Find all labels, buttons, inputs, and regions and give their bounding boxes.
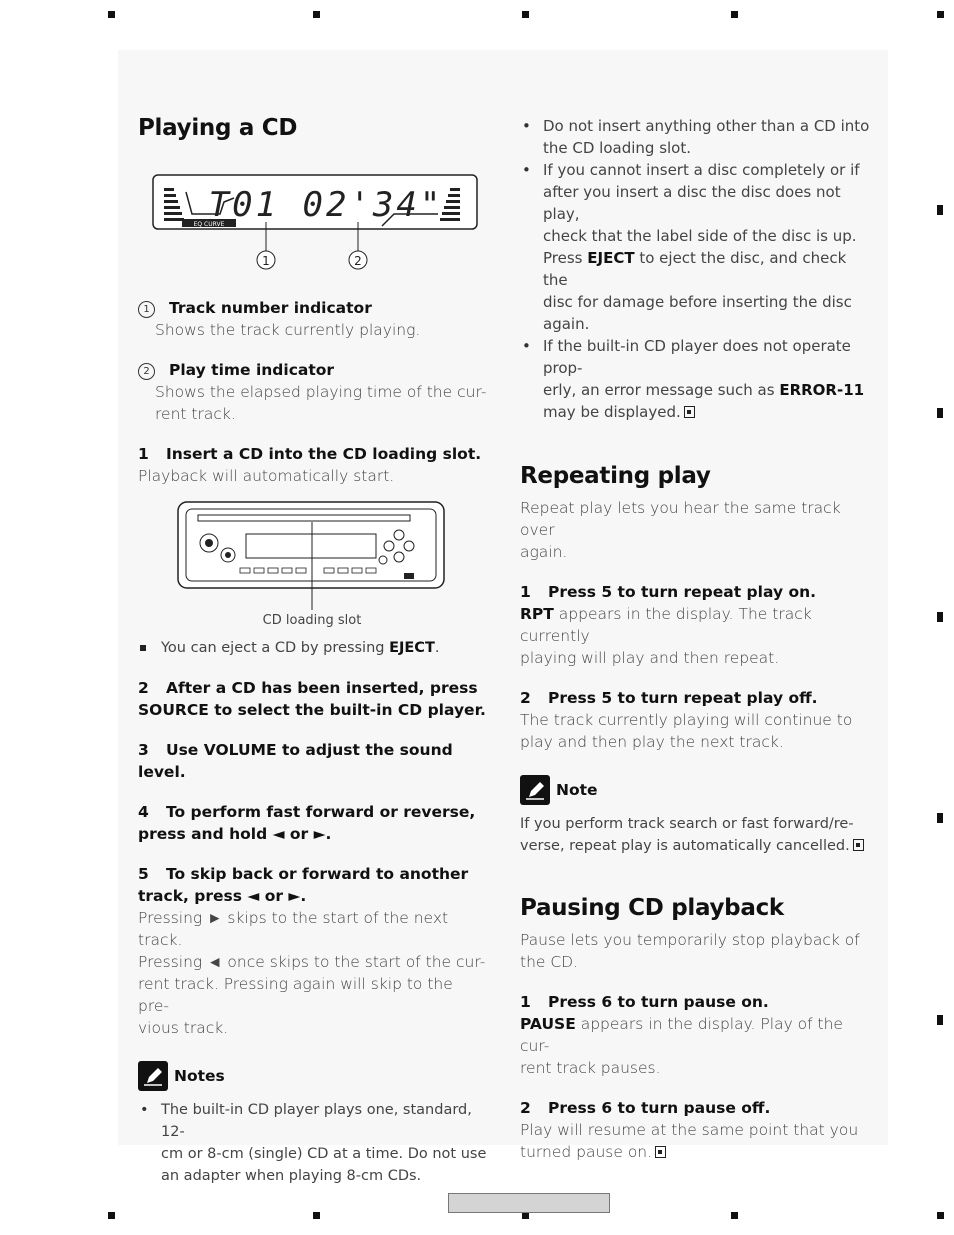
registration-mark xyxy=(522,11,529,18)
registration-mark xyxy=(937,205,943,215)
registration-mark xyxy=(937,1212,944,1219)
pause-intro: Pause lets you temporarily stop playback of the CD. xyxy=(520,931,860,971)
precaution-list xyxy=(520,115,870,423)
step-5: 5 To skip back or forward to another track, press ◄ or ►. xyxy=(138,865,469,905)
registration-mark xyxy=(313,1212,320,1219)
end-mark-icon xyxy=(684,406,695,418)
eject-note: You can eject a CD by pressing EJECT. xyxy=(138,637,488,659)
pause-step-1: 1 Press 6 to turn pause on. xyxy=(520,993,769,1011)
registration-mark xyxy=(937,11,944,18)
repeat-step-1-text: RPT appears in the display. The track currently playing will play and then repeat. xyxy=(520,605,812,667)
notes-list xyxy=(138,1099,488,1187)
repeat-step-2: 2 Press 5 to turn repeat play off. xyxy=(520,689,818,707)
pause-step-1-text: PAUSE appears in the display. Play of the cur- rent track pauses. xyxy=(520,1015,843,1077)
step-3: 3 Use VOLUME to adjust the sound level. xyxy=(138,741,453,781)
indicator-2-number: 2 xyxy=(138,363,155,380)
display-readout: T01 02'34" xyxy=(208,185,444,225)
pencil-icon xyxy=(520,775,550,805)
eq-curve-label: EQ CURVE xyxy=(193,221,225,228)
repeat-note-text: If you perform track search or fast forward/re- verse, repeat play is automatically cancelled. xyxy=(520,813,870,857)
left-lower xyxy=(138,637,488,1187)
pause-step-2: 2 Press 6 to turn pause off. xyxy=(520,1099,771,1117)
step-1-text: Playback will automatically start. xyxy=(138,467,395,485)
list-item: • If you cannot insert a disc completely or if after you insert a disc the disc does not play, check that the label side of the disc is up. Press EJECT to eject the disc, and check the disc for damage before inserting the disc again. xyxy=(520,159,870,335)
callout-1: 1 xyxy=(262,254,270,268)
end-mark-icon xyxy=(655,1146,666,1158)
indicator-1-title: 1 Track number indicator xyxy=(138,297,488,319)
registration-mark xyxy=(522,1212,529,1219)
indicator-list xyxy=(138,297,488,487)
indicator-1-number: 1 xyxy=(138,301,155,318)
registration-mark xyxy=(313,11,320,18)
section-title-repeating-play: Repeating play xyxy=(520,463,711,489)
indicator-2-text: Shows the elapsed playing time of the cur- rent track. xyxy=(155,383,487,423)
list-item: • The built-in CD player plays one, standard, 12- cm or 8-cm (single) CD at a time. Do not use an adapter when playing 8-cm CDs. xyxy=(138,1099,488,1187)
repeat-step-1: 1 Press 5 to turn repeat play on. xyxy=(520,583,817,601)
registration-mark xyxy=(937,408,943,418)
step-1-title: 1 Insert a CD into the CD loading slot. xyxy=(138,445,482,463)
repeat-step-2-text: The track currently playing will continue to play and then play the next track. xyxy=(520,711,853,751)
slot-caption: CD loading slot xyxy=(262,613,362,628)
step-4: 4 To perform fast forward or reverse, press and hold ◄ or ►. xyxy=(138,803,476,843)
end-mark-icon xyxy=(853,839,864,851)
indicator-1-text: Shows the track currently playing. xyxy=(155,321,421,339)
registration-mark xyxy=(108,11,115,18)
step-2: 2 After a CD has been inserted, press SOURCE to select the built-in CD player. xyxy=(138,679,486,719)
repeat-intro: Repeat play lets you hear the same track over again. xyxy=(520,499,841,561)
right-column xyxy=(520,115,870,1163)
callout-2: 2 xyxy=(354,254,362,268)
page-footer-box xyxy=(448,1193,610,1213)
head-unit-illustration xyxy=(176,500,448,630)
registration-mark xyxy=(937,612,943,622)
left-column xyxy=(138,115,488,141)
indicator-2-title: 2 Play time indicator xyxy=(138,359,488,381)
step-5-text: Pressing ► skips to the start of the next track. Pressing ◄ once skips to the start of the cur- rent track. Pressing again will skip to the pre- vious track. xyxy=(138,909,486,1037)
registration-mark xyxy=(108,1212,115,1219)
notes-heading: Notes xyxy=(138,1061,488,1091)
pencil-icon xyxy=(138,1061,168,1091)
registration-mark xyxy=(731,11,738,18)
registration-mark xyxy=(937,813,943,823)
registration-mark xyxy=(937,1015,943,1025)
registration-mark xyxy=(731,1212,738,1219)
section-title-playing-cd: Playing a CD xyxy=(138,115,298,141)
list-item: • Do not insert anything other than a CD into the CD loading slot. xyxy=(520,115,870,159)
note-heading: Note xyxy=(520,775,870,805)
pause-step-2-text: Play will resume at the same point that you turned pause on. xyxy=(520,1121,859,1161)
display-illustration xyxy=(150,172,480,272)
section-title-pausing: Pausing CD playback xyxy=(520,895,784,921)
list-item: • If the built-in CD player does not operate prop- erly, an error message such as ERROR-11 may be displayed. xyxy=(520,335,870,423)
